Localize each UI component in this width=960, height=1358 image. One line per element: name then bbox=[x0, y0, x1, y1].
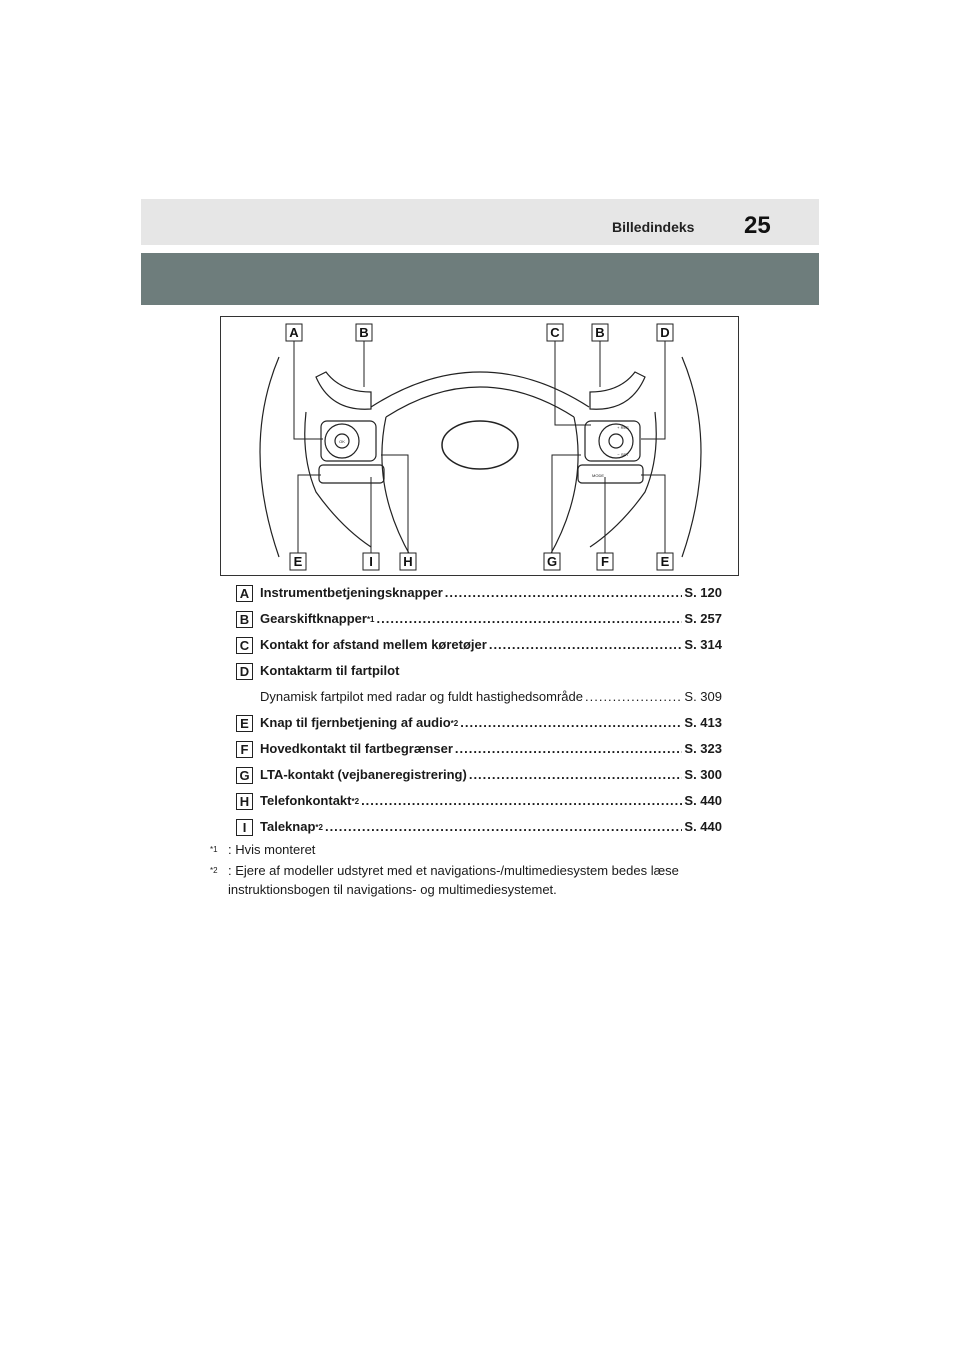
res-button-label: + RES bbox=[617, 425, 629, 430]
footnote-mark: *2 bbox=[210, 866, 218, 875]
label-d: D bbox=[660, 325, 670, 340]
leader-d bbox=[641, 341, 665, 439]
footnote-text: : Hvis monteret bbox=[228, 842, 316, 857]
index-letter: F bbox=[236, 741, 253, 758]
leader-dots bbox=[585, 689, 682, 704]
header-band bbox=[141, 199, 819, 245]
index-row bbox=[236, 766, 722, 792]
index-subrow bbox=[236, 688, 722, 714]
index-letter: E bbox=[236, 715, 253, 732]
page-reference: S. 309 bbox=[684, 689, 722, 704]
label-e-left: E bbox=[293, 554, 303, 569]
index-row bbox=[236, 584, 722, 610]
set-button-label: − SET bbox=[617, 452, 629, 457]
leader-c bbox=[555, 341, 591, 425]
wheel-top-rim bbox=[371, 372, 589, 407]
rim-right-arc bbox=[682, 357, 701, 557]
leader-dots bbox=[361, 793, 682, 808]
right-spoke bbox=[590, 412, 656, 547]
label-b-right: B bbox=[595, 325, 605, 340]
index-row bbox=[236, 662, 722, 688]
leader-dots bbox=[325, 819, 682, 834]
index-letter: C bbox=[236, 637, 253, 654]
index-label: Hovedkontakt til fartbegrænser bbox=[260, 741, 453, 756]
index-sublabel: Dynamisk fartpilot med radar og fuldt hastighedsområde bbox=[260, 689, 583, 704]
right-button-panel bbox=[585, 421, 640, 461]
footnote bbox=[210, 840, 725, 859]
index-letter: A bbox=[236, 585, 253, 602]
page-reference: S. 120 bbox=[684, 585, 722, 600]
index-letter: I bbox=[236, 819, 253, 836]
leader-dots bbox=[455, 741, 683, 756]
leader-e-left bbox=[298, 475, 321, 553]
index-letter: B bbox=[236, 611, 253, 628]
leader-dots bbox=[377, 611, 683, 626]
footnote-mark: *1 bbox=[210, 845, 218, 854]
label-i: I bbox=[369, 554, 373, 569]
index-letter: H bbox=[236, 793, 253, 810]
leader-dots bbox=[469, 767, 683, 782]
label-a: A bbox=[289, 325, 299, 340]
index-label: LTA-kontakt (vejbaneregistrering) bbox=[260, 767, 467, 782]
page-reference: S. 323 bbox=[684, 741, 722, 756]
steering-wheel-illustration bbox=[221, 317, 740, 577]
footnotes bbox=[210, 840, 725, 901]
index-label: Telefonkontakt bbox=[260, 793, 352, 808]
label-f: F bbox=[601, 554, 609, 569]
rim-left-arc bbox=[260, 357, 279, 557]
index-row: E Knap til fjernbetjening af audio $^{*2}$ ..... S. 413 bbox=[236, 714, 722, 740]
right-cancel-center bbox=[609, 434, 623, 448]
hub-left bbox=[382, 417, 411, 557]
hub-right bbox=[549, 417, 578, 557]
index-letter: D bbox=[236, 663, 253, 680]
footnote-text: : Ejere af modeller udstyret med et navigations-/multimediesystem bedes læse instruktionsbogen til navigations- og multimediesystemet. bbox=[228, 863, 679, 897]
index-row: H Telefonkontakt $^{*2}$ ..... S. 440 bbox=[236, 792, 722, 818]
page-reference: S. 440 bbox=[684, 819, 722, 834]
left-spoke bbox=[305, 412, 371, 547]
center-pad bbox=[442, 421, 518, 469]
index-label: Kontaktarm til fartpilot bbox=[260, 663, 400, 678]
index-row: I Taleknap $^{*2}$ ..... S. 440 bbox=[236, 818, 722, 844]
section-band bbox=[141, 253, 819, 305]
index-label: Knap til fjernbetjening af audio bbox=[260, 715, 451, 730]
label-g: G bbox=[546, 554, 558, 569]
leader-h bbox=[381, 455, 408, 553]
right-mode-panel bbox=[578, 465, 643, 483]
leader-dots bbox=[445, 585, 683, 600]
label-h: H bbox=[403, 554, 413, 569]
page-number: 25 bbox=[744, 212, 771, 239]
index-list bbox=[236, 584, 722, 844]
page-reference: S. 440 bbox=[684, 793, 722, 808]
footnote bbox=[210, 861, 725, 899]
page-reference: S. 413 bbox=[684, 715, 722, 730]
index-label: Gearskiftknapper bbox=[260, 611, 367, 626]
page-reference: S. 257 bbox=[684, 611, 722, 626]
leader-g bbox=[552, 455, 581, 553]
wheel-inner-rim bbox=[386, 387, 574, 417]
page-reference: S. 314 bbox=[684, 637, 722, 652]
label-e-right: E bbox=[660, 554, 670, 569]
leader-dots bbox=[489, 637, 683, 652]
leader-dots bbox=[460, 715, 682, 730]
leader-e-right bbox=[641, 475, 665, 553]
index-row bbox=[236, 636, 722, 662]
paddle-right bbox=[590, 372, 645, 409]
label-b-left: B bbox=[359, 325, 369, 340]
index-row bbox=[236, 740, 722, 766]
paddle-left bbox=[316, 372, 371, 409]
index-label: Kontakt for afstand mellem køretøjer bbox=[260, 637, 487, 652]
section-title: Billedindeks bbox=[612, 219, 695, 235]
index-letter: G bbox=[236, 767, 253, 784]
index-label: Instrumentbetjeningsknapper bbox=[260, 585, 443, 600]
label-c: C bbox=[550, 325, 560, 340]
leader-a bbox=[294, 341, 323, 439]
left-audio-panel bbox=[319, 465, 384, 483]
page-reference: S. 300 bbox=[684, 767, 722, 782]
index-row: B Gearskiftknapper $^{*1}$ ..... S. 257 bbox=[236, 610, 722, 636]
steering-wheel-figure bbox=[220, 316, 739, 576]
mode-button-label: MODE bbox=[592, 473, 604, 478]
ok-button-label: OK bbox=[339, 439, 345, 444]
index-label: Taleknap bbox=[260, 819, 316, 834]
